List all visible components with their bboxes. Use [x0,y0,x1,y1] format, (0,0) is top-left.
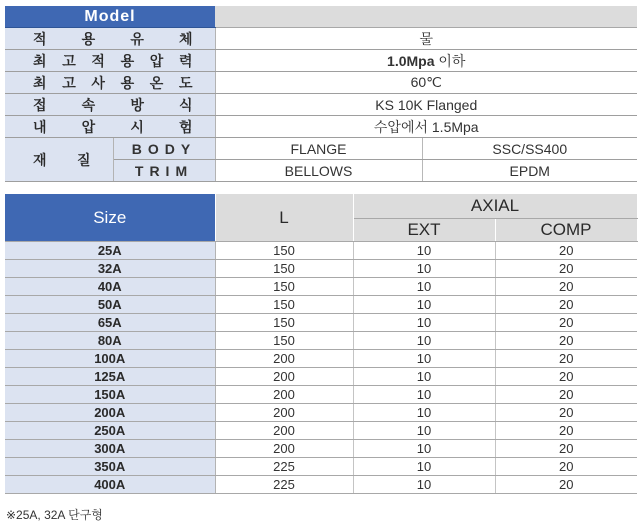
spec-value: 60℃ [215,72,637,94]
length-cell: 200 [215,404,353,422]
length-header: L [215,194,353,242]
material-part: BODY [113,138,215,160]
spec-row [5,94,637,116]
table-row [5,440,637,458]
ext-cell: 10 [353,422,495,440]
comp-cell: 20 [495,440,637,458]
label-chars [5,117,215,137]
comp-cell: 20 [495,278,637,296]
table-row [5,476,637,494]
label-char: 용 [81,30,96,47]
spec-row [5,50,637,72]
ext-cell: 10 [353,386,495,404]
length-cell: 225 [215,476,353,494]
table-row [5,422,637,440]
length-cell: 150 [215,314,353,332]
spec-value-bold: 1.0Mpa [387,52,435,69]
ext-cell: 10 [353,296,495,314]
size-cell: 100A [5,350,215,368]
length-cell: 200 [215,350,353,368]
length-cell: 200 [215,440,353,458]
length-cell: 150 [215,278,353,296]
comp-cell: 20 [495,296,637,314]
label-char: 내 [33,118,47,135]
label-chars [5,51,215,71]
spec-row [5,116,637,138]
length-cell: 150 [215,332,353,350]
size-header-row [5,194,637,219]
size-header: Size [5,194,215,242]
label-char: 접 [33,96,47,113]
label-char: 체 [178,30,193,47]
spec-row [5,72,637,94]
material-label [5,138,113,182]
label-char: 방 [130,96,144,113]
size-cell: 50A [5,296,215,314]
ext-cell: 10 [353,260,495,278]
label-chars [5,95,215,115]
spec-row [5,28,637,50]
material-part: TRIM [113,160,215,182]
ext-header: EXT [353,219,495,242]
table-row [5,332,637,350]
comp-cell: 20 [495,458,637,476]
spec-value [215,50,637,72]
length-cell: 150 [215,242,353,260]
length-cell: 150 [215,260,353,278]
size-cell: 300A [5,440,215,458]
label-char: 력 [178,52,193,69]
label-chars [5,29,215,49]
comp-cell: 20 [495,386,637,404]
comp-header: COMP [495,219,637,242]
length-cell: 225 [215,458,353,476]
ext-cell: 10 [353,458,495,476]
label-chars [5,73,215,93]
label-char: 최 [33,52,47,69]
label-char: 최 [33,74,47,91]
spec-value: 물 [215,28,637,50]
comp-cell: 20 [495,332,637,350]
spec-header-row [5,6,637,28]
table-row [5,314,637,332]
label-char: 도 [178,74,193,91]
size-cell: 25A [5,242,215,260]
material-value: SSC/SS400 [422,138,637,160]
length-cell: 200 [215,386,353,404]
size-cell: 400A [5,476,215,494]
ext-cell: 10 [353,476,495,494]
size-table [5,194,638,494]
size-cell: 150A [5,386,215,404]
comp-cell: 20 [495,476,637,494]
label-char: 적 [91,52,105,69]
comp-cell: 20 [495,260,637,278]
size-cell: 80A [5,332,215,350]
spec-label [5,116,215,138]
spec-label [5,72,215,94]
spec-label [5,94,215,116]
comp-cell: 20 [495,404,637,422]
size-cell: 250A [5,422,215,440]
size-cell: 200A [5,404,215,422]
label-char: 용 [120,52,135,69]
label-char: 압 [81,118,96,135]
label-char: 재 [33,151,47,168]
spec-value-suffix: 이하 [434,52,466,69]
spec-value: 수압에서 1.5Mpa [215,116,637,138]
table-row [5,350,637,368]
label-char: 용 [120,74,135,91]
material-row [5,138,637,160]
table-row [5,242,637,260]
label-char: 시 [130,118,144,135]
table-row [5,368,637,386]
table-row [5,386,637,404]
label-char: 험 [178,118,193,135]
model-header: Model [5,6,215,28]
label-char: 압 [149,52,164,69]
size-cell: 40A [5,278,215,296]
comp-cell: 20 [495,314,637,332]
label-char: 적 [33,30,47,47]
label-char: 고 [62,74,76,91]
axial-header: AXIAL [353,194,637,219]
spec-label [5,28,215,50]
table-row [5,458,637,476]
ext-cell: 10 [353,368,495,386]
spec-table [5,6,637,182]
ext-cell: 10 [353,350,495,368]
ext-cell: 10 [353,278,495,296]
label-char: 식 [178,96,193,113]
ext-cell: 10 [353,404,495,422]
material-value: BELLOWS [215,160,422,182]
label-char: 속 [81,96,96,113]
label-char: 질 [76,151,91,168]
comp-cell: 20 [495,350,637,368]
label-char: 고 [62,52,76,69]
table-row [5,296,637,314]
model-value [215,6,637,28]
table-row [5,404,637,422]
label-char: 유 [130,30,144,47]
material-value: EPDM [422,160,637,182]
size-cell: 350A [5,458,215,476]
table-row [5,278,637,296]
comp-cell: 20 [495,422,637,440]
table-row [5,260,637,278]
ext-cell: 10 [353,440,495,458]
material-value: FLANGE [215,138,422,160]
length-cell: 150 [215,296,353,314]
size-cell: 65A [5,314,215,332]
length-cell: 200 [215,368,353,386]
length-cell: 200 [215,422,353,440]
footnote: ※25A, 32A 단구형 [6,508,103,522]
comp-cell: 20 [495,368,637,386]
ext-cell: 10 [353,332,495,350]
spec-label [5,50,215,72]
label-chars [5,150,113,170]
label-char: 사 [91,74,105,91]
comp-cell: 20 [495,242,637,260]
ext-cell: 10 [353,314,495,332]
ext-cell: 10 [353,242,495,260]
size-cell: 125A [5,368,215,386]
label-char: 온 [149,74,164,91]
size-cell: 32A [5,260,215,278]
spec-value: KS 10K Flanged [215,94,637,116]
